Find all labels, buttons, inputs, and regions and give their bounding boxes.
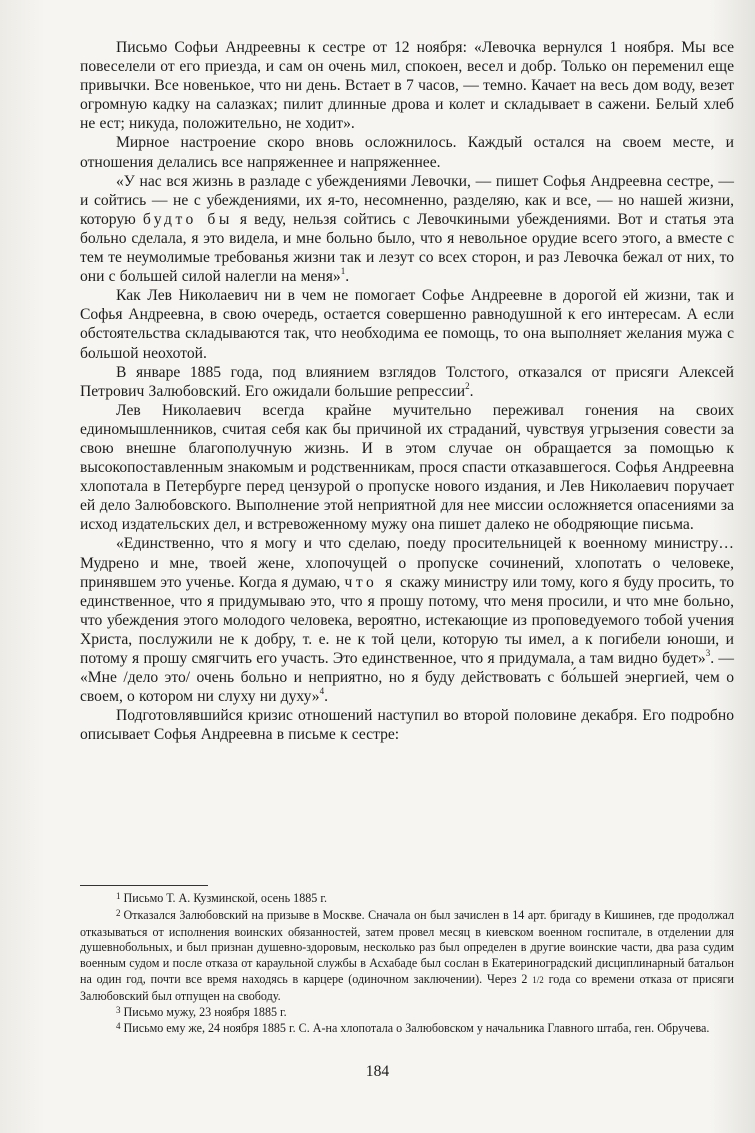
footnote-divider bbox=[80, 885, 208, 886]
paragraph-2: Мирное настроение скоро вновь осложнилось. Каждый остался на своем месте, и отношения делались все напряженнее и напряженнее. bbox=[80, 134, 734, 171]
main-text bbox=[80, 38, 734, 744]
footnote-2: $^2$ Отказался Залюбовский на призыве в Москве. Сначала он был зачислен в 14 арт. бригаду в Кишинев, где продолжал отказываться от исполнения воинских обязанностей, затем провел месяц в киевском военном госпитале, в отделении для душевнобольных, и был признан душевно-здоровым, несколько раз был определен в другие воинские части, два раза судим военным судом и после отказа от караульной службы в Асхабаде был сослан в Екатериноградский дисциплинарный батальон на один год, почти все время находясь в карцере (одиночном заключении). Через 2 1/2 года со времени отказа от присяги Залюбовский был отпущен на свободу. bbox=[80, 907, 735, 1003]
paragraph-8: Подготовлявшийся кризис отношений наступил во второй половине декабря. Его подробно описывает Софья Андреевна в письме к сестре: bbox=[80, 707, 734, 744]
footnote-ref-3: 3 bbox=[705, 647, 711, 658]
paragraph-1: Письмо Софьи Андреевны к сестре от 12 ноября: «Левочка вернулся 1 ноября. Мы все повеселели от его приезда, и сам он очень мил, спокоен, весел и добр. Только он переменил еще привычки. Все новенькое, что ни день. Встает в 7 часов, — темно. Качает на весь дом воду, везет огромную кадку на салазках; пилит длинные дрова и колет и складывает в сажени. Белый хлеб не ест; никуда, положительно, не ходит». bbox=[80, 39, 734, 133]
paragraph-4: Как Лев Николаевич ни в чем не помогает Софье Андреевне в дорогой ей жизни, так и Софья Андреевна, в свою очередь, остается совершенно равнодушной к его интересам. А если обстоятельства складываются так, что необходима ее помощь, то она выполняет желания мужа с большой неохотой. bbox=[80, 287, 734, 362]
footnotes bbox=[80, 891, 734, 1038]
paragraph-6: Лев Николаевич всегда крайне мучительно переживал гонения на своих единомышленников, считая себя как бы причиной их страданий, чувствуя угрызения совести за свою внешне благополучную жизнь. И в этом случае он обращается за помощью к высокопоставленным знакомым и родственникам, прося спасти отказавшегося. Софья Андреевна хлопотала в Петербурге перед цензурой о пропуске нового издания, и Лев Николаевич поручает ей дело Залюбовского. Выполнение этой неприятной для нее миссии осложняется опасениями за исход издательских дел, и встревоженному мужу она пишет далеко не ободряющие письма. bbox=[80, 401, 734, 534]
footnote-1: $^1$ Письмо Т. А. Кузминской, осень 1885 г. bbox=[116, 891, 327, 905]
paragraph-7: «Единственно, что я могу и что сделаю, поеду просительницей к военному министру… Мудрено и мне, твоей жене, хлопочущей о пропуске сочинений, хлопотать о человеке, принявшем это ученье. Когда я думаю, что я скажу министру или тому, кого я буду просить, то единственное, что я придумываю это, что я прошу потому, что меня просили, и что мне больно, что убеждения этого молодого человека, вероятно, истекающие из проповедуемого тобой учения Христа, послужили не к добру, т. е. не к той цели, которую ты имел, а к погибели юноши, и потому я прошу смягчить его участь. Это единственное, что я придумала, а там видно будет»$^3$. — «Мне /дело это/ очень больно и неприятно, но я буду действовать с бо́льшей энергией, чем о своем, о котором ни слуху ни духу»$^4$. bbox=[80, 535, 734, 706]
spaced-emphasis: что я bbox=[344, 573, 396, 591]
footnote-4: $^4$ Письмо ему же, 24 ноября 1885 г. С. А-на хлопотала о Залюбовском у начальника Главного штаба, ген. Обручева. bbox=[116, 1021, 710, 1036]
page-number: 184 bbox=[365, 1063, 390, 1080]
paragraph-5: В январе 1885 года, под влиянием взглядов Толстого, отказался от присяги Алексей Петрович Залюбовский. Его ожидали большие репрессии$^2$. bbox=[80, 363, 734, 400]
spaced-emphasis: будто бы bbox=[142, 210, 233, 228]
footnote-3: $^3$ Письмо мужу, 23 ноября 1885 г. bbox=[116, 1004, 287, 1019]
footnote-ref-2: 2 bbox=[465, 380, 470, 391]
paragraph-3: «У нас вся жизнь в разладе с убеждениями Левочки, — пишет Софья Андреевна сестре, — и сойтись — не с убеждениями, их я-то, несомненно, разделяю, как и все, — но нашей жизни, которую будто бы я веду, нельзя сойтись с Левочкиными убеждениями. Вот и статья эта больно сделала, я это видела, и мне больно было, что я невольное орудие всего этого, а вместе с тем те неумолимые требованья жизни так и лезут со всех сторон, и раз Левочка бежал от них, то они с большей силой налегли на меня»$^1$. bbox=[80, 172, 734, 286]
footnote-ref-1: 1 bbox=[340, 265, 346, 276]
footnote-ref-4: 4 bbox=[319, 686, 325, 696]
